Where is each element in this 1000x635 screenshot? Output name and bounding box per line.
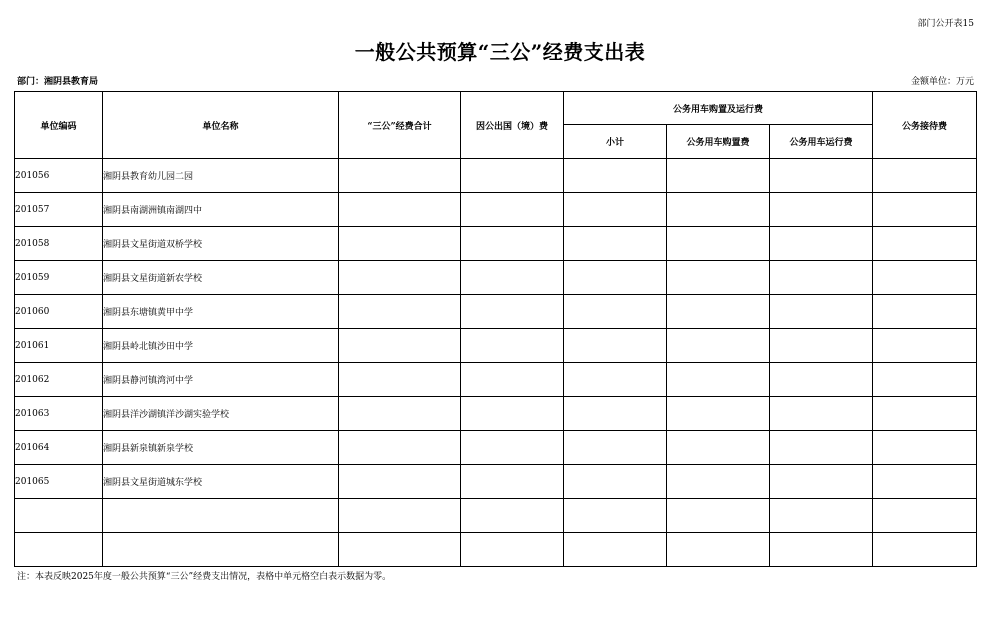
total-cell [339,397,461,431]
unit-code-cell: 201059 [15,261,103,295]
header-vehicle-operation: 公务用车运行费 [770,125,873,159]
table-row [15,533,977,567]
unit-code-cell: 201061 [15,329,103,363]
reception-cell [873,533,977,567]
purchase-cell [667,533,770,567]
header-vehicle-purchase: 公务用车购置费 [667,125,770,159]
total-cell [339,193,461,227]
total-cell [339,499,461,533]
purchase-cell [667,159,770,193]
table-row [15,159,977,193]
unit-name-cell: 湘阴县东塘镇黄甲中学 [103,295,339,329]
table-row [15,431,977,465]
unit-name-cell: 湘阴县文星街道新农学校 [103,261,339,295]
reception-cell [873,499,977,533]
purchase-cell [667,431,770,465]
total-cell [339,465,461,499]
total-cell [339,227,461,261]
purchase-cell [667,261,770,295]
table-row [15,363,977,397]
unit-code-cell [15,499,103,533]
header-unit-name: 单位名称 [103,92,339,159]
abroad-cell [461,261,564,295]
abroad-cell [461,159,564,193]
purchase-cell [667,227,770,261]
unit-name-cell: 湘阴县教育幼儿园二园 [103,159,339,193]
reception-cell [873,227,977,261]
header-three-public-total: “三公”经费合计 [339,92,461,159]
purchase-cell [667,295,770,329]
unit-code-cell: 201057 [15,193,103,227]
reception-cell [873,397,977,431]
unit-code-cell: 201058 [15,227,103,261]
operation-cell [770,227,873,261]
footnote: 注：本表反映2025年度一般公共预算“三公”经费支出情况，表格中单元格空白表示数据为零。 [17,572,392,582]
abroad-cell [461,533,564,567]
unit-name-cell: 湘阴县南湖洲镇南湖四中 [103,193,339,227]
total-cell [339,329,461,363]
unit-name-cell: 湘阴县新泉镇新泉学校 [103,431,339,465]
subtotal-cell [564,363,667,397]
abroad-cell [461,397,564,431]
abroad-cell [461,431,564,465]
operation-cell [770,329,873,363]
operation-cell [770,397,873,431]
unit-code-cell: 201063 [15,397,103,431]
reception-cell [873,431,977,465]
page-code: 部门公开表15 [917,19,974,29]
table-row [15,227,977,261]
page-title: 一般公共预算“三公”经费支出表 [354,40,646,64]
unit-code-cell: 201064 [15,431,103,465]
expenditure-table [14,91,977,567]
unit-name-cell [103,499,339,533]
operation-cell [770,295,873,329]
reception-cell [873,261,977,295]
abroad-cell [461,363,564,397]
operation-cell [770,159,873,193]
operation-cell [770,363,873,397]
unit-name-cell: 湘阴县洋沙湖镇洋沙湖实验学校 [103,397,339,431]
subtotal-cell [564,261,667,295]
subtotal-cell [564,533,667,567]
table-row [15,329,977,363]
subtotal-cell [564,329,667,363]
table-row [15,295,977,329]
subtotal-cell [564,227,667,261]
total-cell [339,533,461,567]
operation-cell [770,499,873,533]
subtotal-cell [564,295,667,329]
total-cell [339,431,461,465]
reception-cell [873,363,977,397]
reception-cell [873,159,977,193]
purchase-cell [667,397,770,431]
subtotal-cell [564,397,667,431]
unit-name-cell: 湘阴县文星街道双桥学校 [103,227,339,261]
abroad-cell [461,499,564,533]
subtotal-cell [564,159,667,193]
total-cell [339,295,461,329]
unit-code-cell: 201056 [15,159,103,193]
reception-cell [873,465,977,499]
table-row [15,193,977,227]
header-reception-expense: 公务接待费 [873,92,977,159]
purchase-cell [667,499,770,533]
unit-code-cell: 201060 [15,295,103,329]
unit-code-cell: 201062 [15,363,103,397]
reception-cell [873,295,977,329]
unit-name-cell [103,533,339,567]
header-unit-code: 单位编码 [15,92,103,159]
operation-cell [770,533,873,567]
unit-name-cell: 湘阴县静河镇湾河中学 [103,363,339,397]
subtotal-cell [564,465,667,499]
subtotal-cell [564,499,667,533]
operation-cell [770,261,873,295]
amount-unit-label: 金额单位：万元 [910,77,974,87]
purchase-cell [667,329,770,363]
table-row [15,499,977,533]
department-label: 部门：湘阴县教育局 [17,77,99,87]
header-vehicle-group: 公务用车购置及运行费 [564,92,873,125]
total-cell [339,159,461,193]
operation-cell [770,465,873,499]
operation-cell [770,193,873,227]
abroad-cell [461,193,564,227]
total-cell [339,261,461,295]
total-cell [339,363,461,397]
reception-cell [873,193,977,227]
table-body [15,159,977,567]
unit-name-cell: 湘阴县文星街道城东学校 [103,465,339,499]
header-abroad-expense: 因公出国（境）费 [461,92,564,159]
table-row [15,261,977,295]
unit-code-cell: 201065 [15,465,103,499]
header-subtotal: 小计 [564,125,667,159]
abroad-cell [461,465,564,499]
table-row [15,397,977,431]
abroad-cell [461,295,564,329]
purchase-cell [667,193,770,227]
purchase-cell [667,465,770,499]
unit-code-cell [15,533,103,567]
table-row [15,465,977,499]
abroad-cell [461,227,564,261]
operation-cell [770,431,873,465]
subtotal-cell [564,431,667,465]
subtotal-cell [564,193,667,227]
abroad-cell [461,329,564,363]
reception-cell [873,329,977,363]
unit-name-cell: 湘阴县岭北镇沙田中学 [103,329,339,363]
purchase-cell [667,363,770,397]
